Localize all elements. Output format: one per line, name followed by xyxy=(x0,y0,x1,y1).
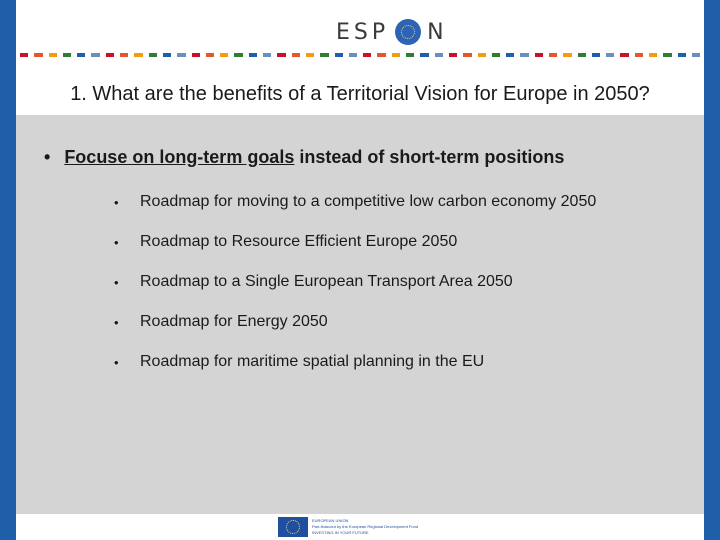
slide-content xyxy=(16,115,704,514)
main-bullet-rest: instead of short-term positions xyxy=(294,147,565,167)
logo-text-right: N xyxy=(427,19,444,45)
dash-segment xyxy=(134,53,142,57)
dash-segment xyxy=(277,53,285,57)
dash-segment xyxy=(435,53,443,57)
dash-segment xyxy=(63,53,71,57)
dash-segment xyxy=(335,53,343,57)
dash-segment xyxy=(120,53,128,57)
dash-segment xyxy=(34,53,42,57)
dash-segment xyxy=(77,53,85,57)
eu-funding-note xyxy=(312,518,418,536)
dash-segment xyxy=(377,53,385,57)
dash-segment xyxy=(420,53,428,57)
dash-segment xyxy=(91,53,99,57)
main-bullet xyxy=(44,147,564,168)
footer-line: INVESTING IN YOUR FUTURE xyxy=(312,530,369,535)
bullet-dot: • xyxy=(44,147,51,167)
dash-segment xyxy=(606,53,614,57)
dash-segment xyxy=(234,53,242,57)
bullet-dot: • xyxy=(114,315,119,330)
slide-header xyxy=(16,0,704,82)
dash-segment xyxy=(506,53,514,57)
slide-footer xyxy=(16,514,704,540)
eu-stars-circle-icon xyxy=(395,19,421,45)
dash-segment xyxy=(620,53,628,57)
list-item xyxy=(114,353,596,393)
sub-bullet-text: Roadmap for maritime spatial planning in the EU xyxy=(140,353,485,370)
dash-segment xyxy=(635,53,643,57)
dash-segment xyxy=(406,53,414,57)
dash-segment xyxy=(678,53,686,57)
dash-segment xyxy=(520,53,528,57)
dash-segment xyxy=(363,53,371,57)
dash-segment xyxy=(392,53,400,57)
dash-segment xyxy=(549,53,557,57)
sub-bullet-text: Roadmap to a Single European Transport Area 2050 xyxy=(140,273,513,290)
dash-segment xyxy=(578,53,586,57)
bullet-dot: • xyxy=(114,195,119,210)
sub-bullet-text: Roadmap to Resource Efficient Europe 2050 xyxy=(140,233,458,250)
dash-segment xyxy=(249,53,257,57)
dash-segment xyxy=(349,53,357,57)
dash-segment xyxy=(163,53,171,57)
dash-segment xyxy=(292,53,300,57)
logo-text-left: ESP xyxy=(336,19,390,45)
dash-segment xyxy=(592,53,600,57)
dash-segment xyxy=(463,53,471,57)
right-blue-border xyxy=(704,0,720,540)
main-bullet-underlined: Focuse on long-term goals xyxy=(64,147,295,167)
list-item xyxy=(114,233,596,273)
dash-segment xyxy=(149,53,157,57)
dash-segment xyxy=(478,53,486,57)
eu-flag-icon xyxy=(278,517,308,537)
dash-segment xyxy=(563,53,571,57)
dash-segment xyxy=(20,53,28,57)
dash-segment xyxy=(663,53,671,57)
dash-segment xyxy=(692,53,700,57)
dash-segment xyxy=(449,53,457,57)
list-item xyxy=(114,273,596,313)
bullet-dot: • xyxy=(114,275,119,290)
dash-segment xyxy=(106,53,114,57)
dash-segment xyxy=(220,53,228,57)
dash-segment xyxy=(320,53,328,57)
dash-segment xyxy=(192,53,200,57)
espon-logo xyxy=(336,18,444,46)
sub-bullet-text: Roadmap for moving to a competitive low carbon economy 2050 xyxy=(140,193,597,210)
dash-segment xyxy=(306,53,314,57)
dash-segment xyxy=(49,53,57,57)
left-blue-border xyxy=(0,0,16,540)
dash-segment xyxy=(649,53,657,57)
dash-segment xyxy=(492,53,500,57)
footer-line: Part-financed by the European Regional Development Fund xyxy=(312,524,419,529)
bullet-dot: • xyxy=(114,235,119,250)
list-item xyxy=(114,313,596,353)
sub-bullet-text: Roadmap for Energy 2050 xyxy=(140,313,328,330)
colored-dash-line xyxy=(20,53,700,57)
slide-title: 1. What are the benefits of a Territorial Vision for Europe in 2050? xyxy=(70,83,650,105)
dash-segment xyxy=(263,53,271,57)
dash-segment xyxy=(206,53,214,57)
sub-bullet-list xyxy=(114,193,596,393)
dash-segment xyxy=(535,53,543,57)
list-item xyxy=(114,193,596,233)
bullet-dot: • xyxy=(114,355,119,370)
dash-segment xyxy=(177,53,185,57)
footer-line: EUROPEAN UNION xyxy=(312,518,349,523)
